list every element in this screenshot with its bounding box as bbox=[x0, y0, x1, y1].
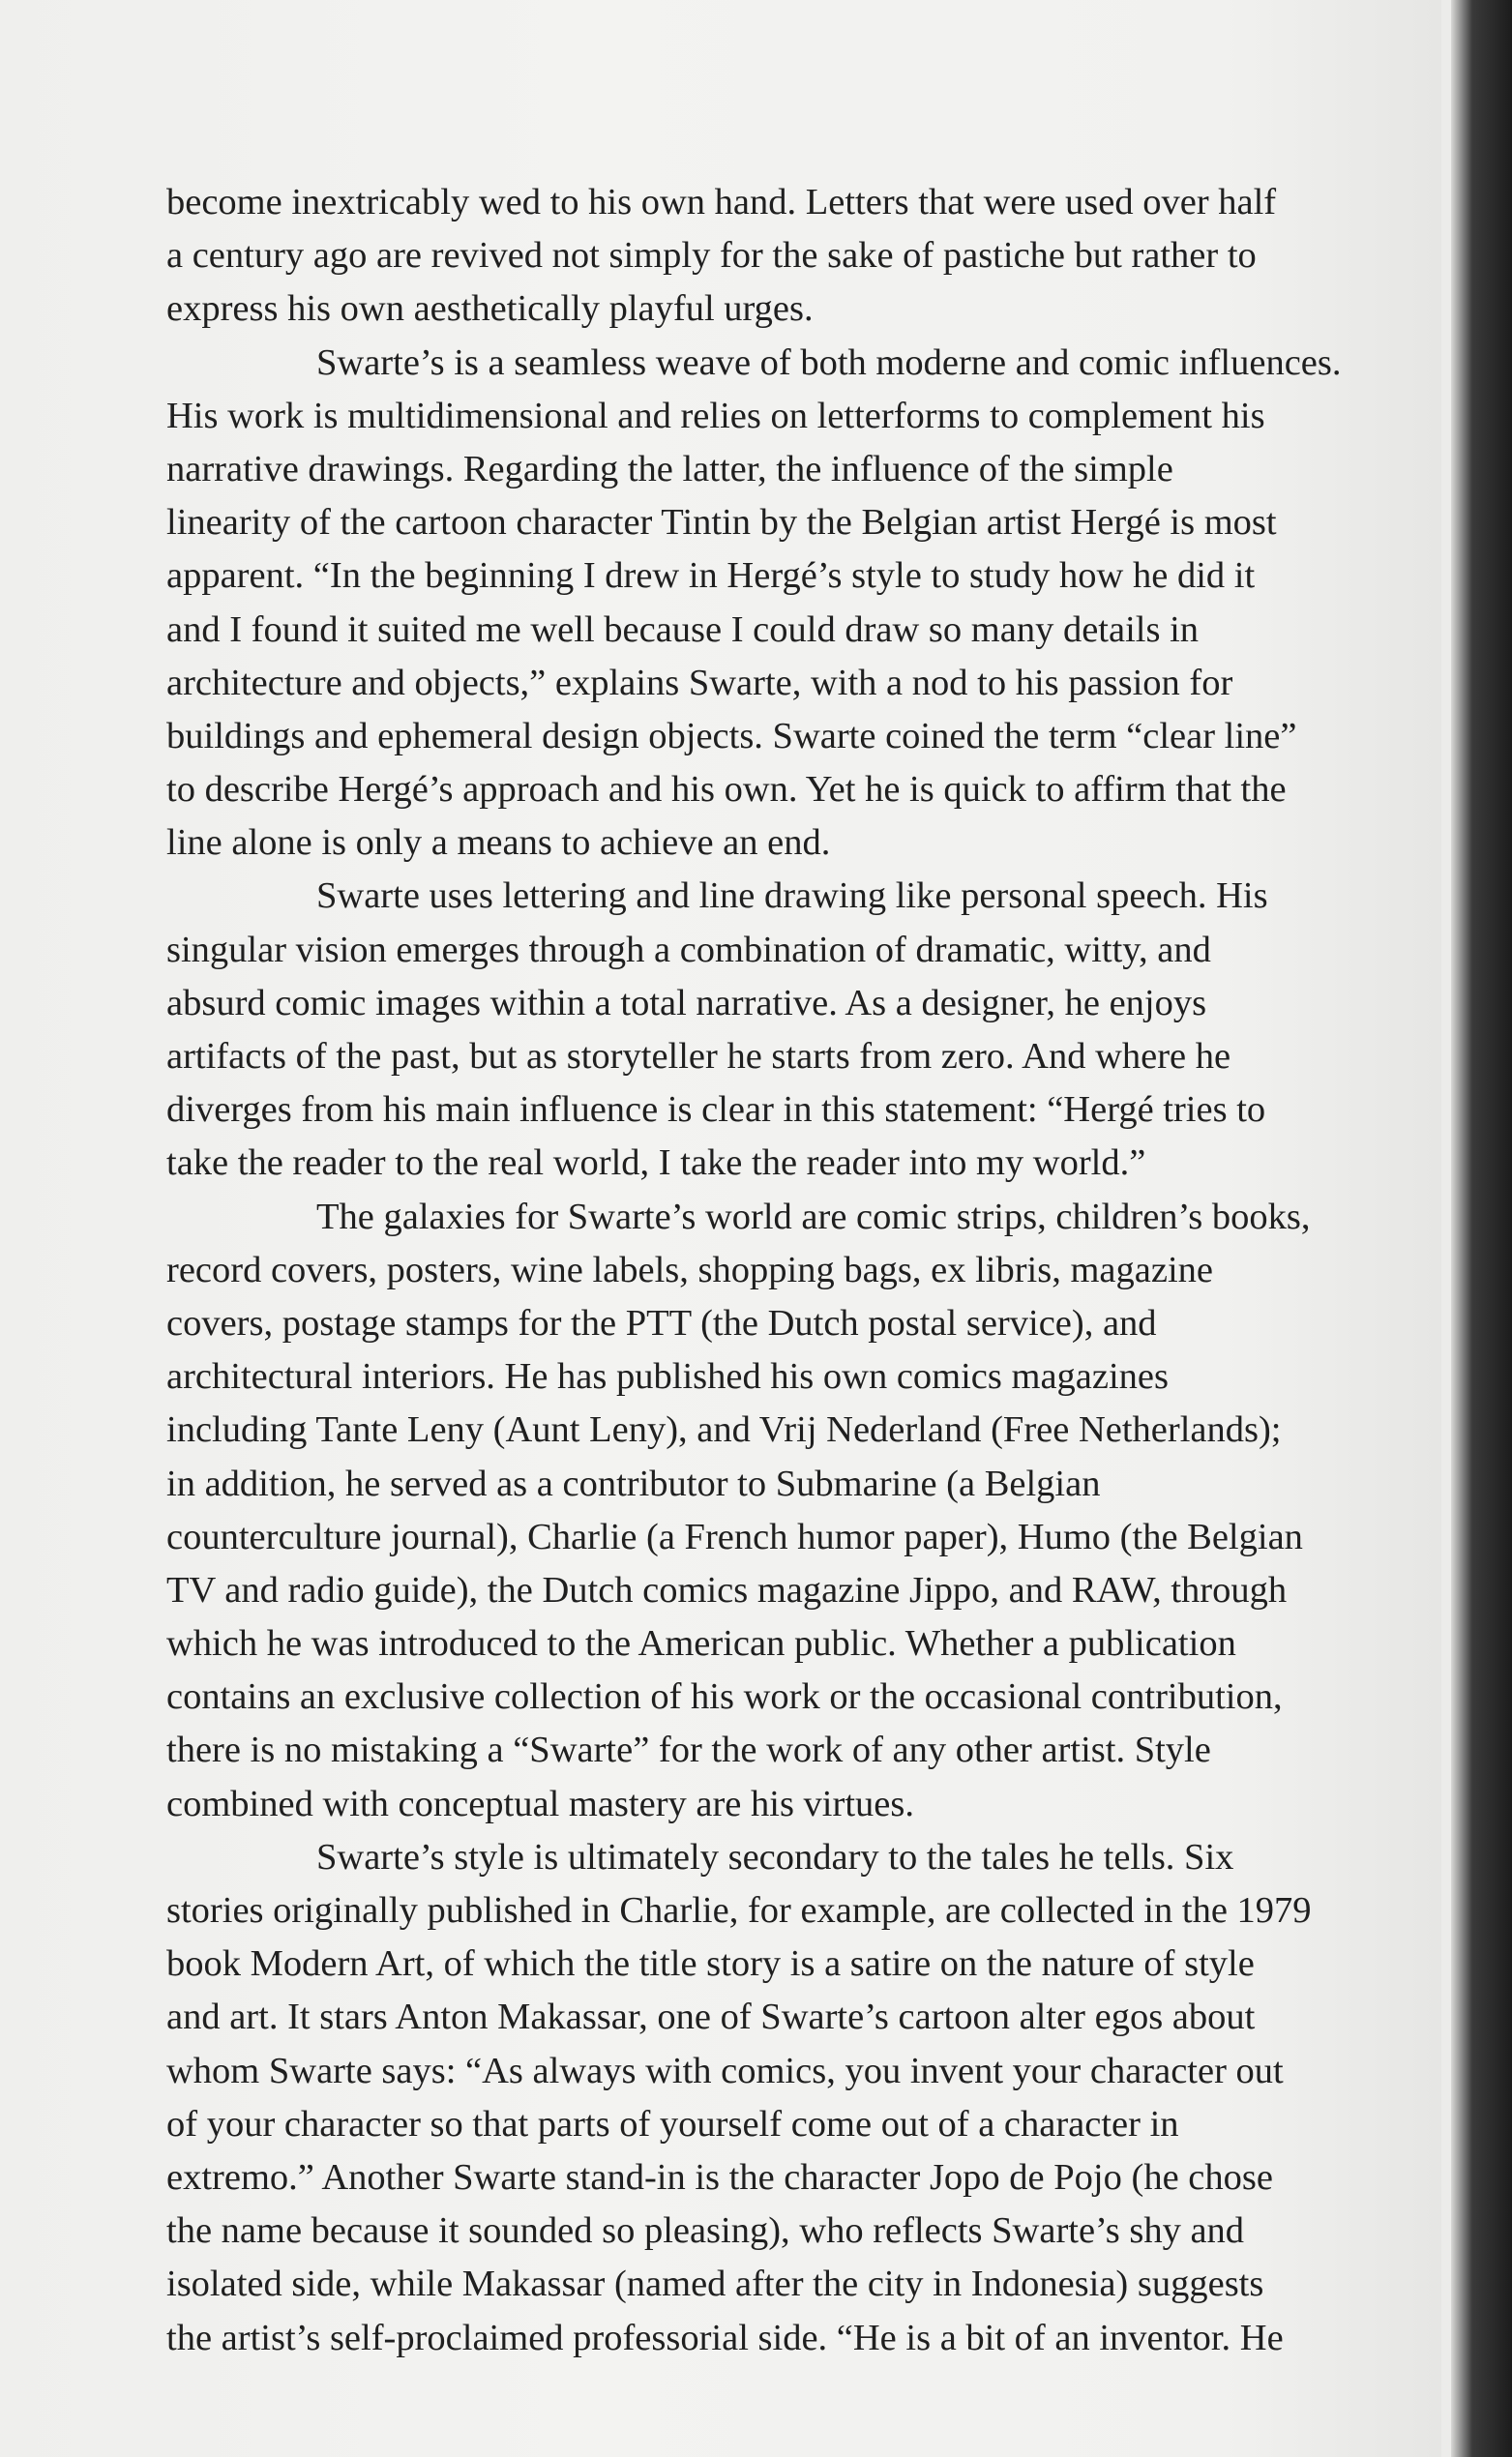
text-line: express his own aesthetically playful urges. bbox=[166, 288, 814, 330]
text-line: to describe Hergé’s approach and his own. Yet he is quick to affirm that the bbox=[166, 769, 1287, 811]
text-line: linearity of the cartoon character Tintin by the Belgian artist Hergé is most bbox=[166, 502, 1277, 544]
text-line: combined with conceptual mastery are his virtues. bbox=[166, 1783, 914, 1824]
text-line: record covers, posters, wine labels, shopping bags, ex libris, magazine bbox=[166, 1249, 1213, 1290]
text-line: TV and radio guide), the Dutch comics magazine Jippo, and RAW, through bbox=[166, 1569, 1288, 1611]
text-line: covers, postage stamps for the PTT (the Dutch postal service), and bbox=[166, 1302, 1157, 1344]
text-line: book Modern Art, of which the title story is a satire on the nature of style bbox=[166, 1943, 1255, 1985]
text-line: apparent. “In the beginning I drew in Hergé’s style to study how he did it bbox=[166, 555, 1256, 597]
text-line: of your character so that parts of yourself come out of a character in bbox=[166, 2103, 1179, 2145]
text-line: stories originally published in Charlie, for example, are collected in the 1979 bbox=[166, 1890, 1312, 1931]
text-line: in addition, he served as a contributor to Submarine (a Belgian bbox=[166, 1463, 1101, 1504]
text-line: isolated side, while Makassar (named after the city in Indonesia) suggests bbox=[166, 2264, 1264, 2305]
text-line: Swarte’s style is ultimately secondary to the tales he tells. Six bbox=[316, 1836, 1234, 1878]
text-line: the name because it sounded so pleasing), who reflects Swarte’s shy and bbox=[166, 2210, 1245, 2252]
text-line: singular vision emerges through a combination of dramatic, witty, and bbox=[166, 929, 1211, 970]
text-line: the artist’s self-proclaimed professorial side. “He is a bit of an inventor. He bbox=[166, 2317, 1284, 2358]
text-line: which he was introduced to the American public. Whether a publication bbox=[166, 1623, 1236, 1665]
text-line: a century ago are revived not simply for the sake of pastiche but rather to bbox=[166, 235, 1257, 277]
text-line: contains an exclusive collection of his work or the occasional contribution, bbox=[166, 1676, 1283, 1718]
text-line: including Tante Leny (Aunt Leny), and Vrij Nederland (Free Netherlands); bbox=[166, 1409, 1282, 1451]
text-line: become inextricably wed to his own hand. Letters that were used over half bbox=[166, 182, 1277, 222]
text-line: absurd comic images within a total narrative. As a designer, he enjoys bbox=[166, 982, 1207, 1023]
text-line: Swarte uses lettering and line drawing like personal speech. His bbox=[316, 875, 1268, 917]
text-line: architectural interiors. He has published his own comics magazines bbox=[166, 1356, 1169, 1398]
text-line: diverges from his main influence is clear in this statement: “Hergé tries to bbox=[166, 1089, 1266, 1131]
text-line: and I found it suited me well because I could draw so many details in bbox=[166, 608, 1200, 650]
text-line: artifacts of the past, but as storyteller he starts from zero. And where he bbox=[166, 1036, 1231, 1077]
text-line: take the reader to the real world, I take the reader into my world.” bbox=[166, 1142, 1146, 1184]
text-line: buildings and ephemeral design objects. Swarte coined the term “clear line” bbox=[166, 715, 1297, 756]
text-line: architecture and objects,” explains Swarte, with a nod to his passion for bbox=[166, 662, 1233, 703]
text-line: narrative drawings. Regarding the latter, the influence of the simple bbox=[166, 448, 1173, 489]
body-text bbox=[166, 176, 1395, 2365]
text-line: there is no mistaking a “Swarte” for the work of any other artist. Style bbox=[166, 1730, 1211, 1771]
text-line: whom Swarte says: “As always with comics, you invent your character out bbox=[166, 2050, 1284, 2091]
text-line: and art. It stars Anton Makassar, one of Swarte’s cartoon alter egos about bbox=[166, 1997, 1256, 2038]
text-line: Swarte’s is a seamless weave of both moderne and comic influences. bbox=[316, 341, 1342, 383]
text-line: extremo.” Another Swarte stand-in is the character Jopo de Pojo (he chose bbox=[166, 2156, 1273, 2198]
text-line: line alone is only a means to achieve an end. bbox=[166, 822, 831, 864]
text-line: His work is multidimensional and relies on letterforms to complement his bbox=[166, 395, 1265, 436]
text-line: The galaxies for Swarte’s world are comic strips, children’s books, bbox=[316, 1196, 1311, 1237]
text-line: counterculture journal), Charlie (a French humor paper), Humo (the Belgian bbox=[166, 1516, 1303, 1557]
book-spine-shadow bbox=[1451, 0, 1512, 2457]
